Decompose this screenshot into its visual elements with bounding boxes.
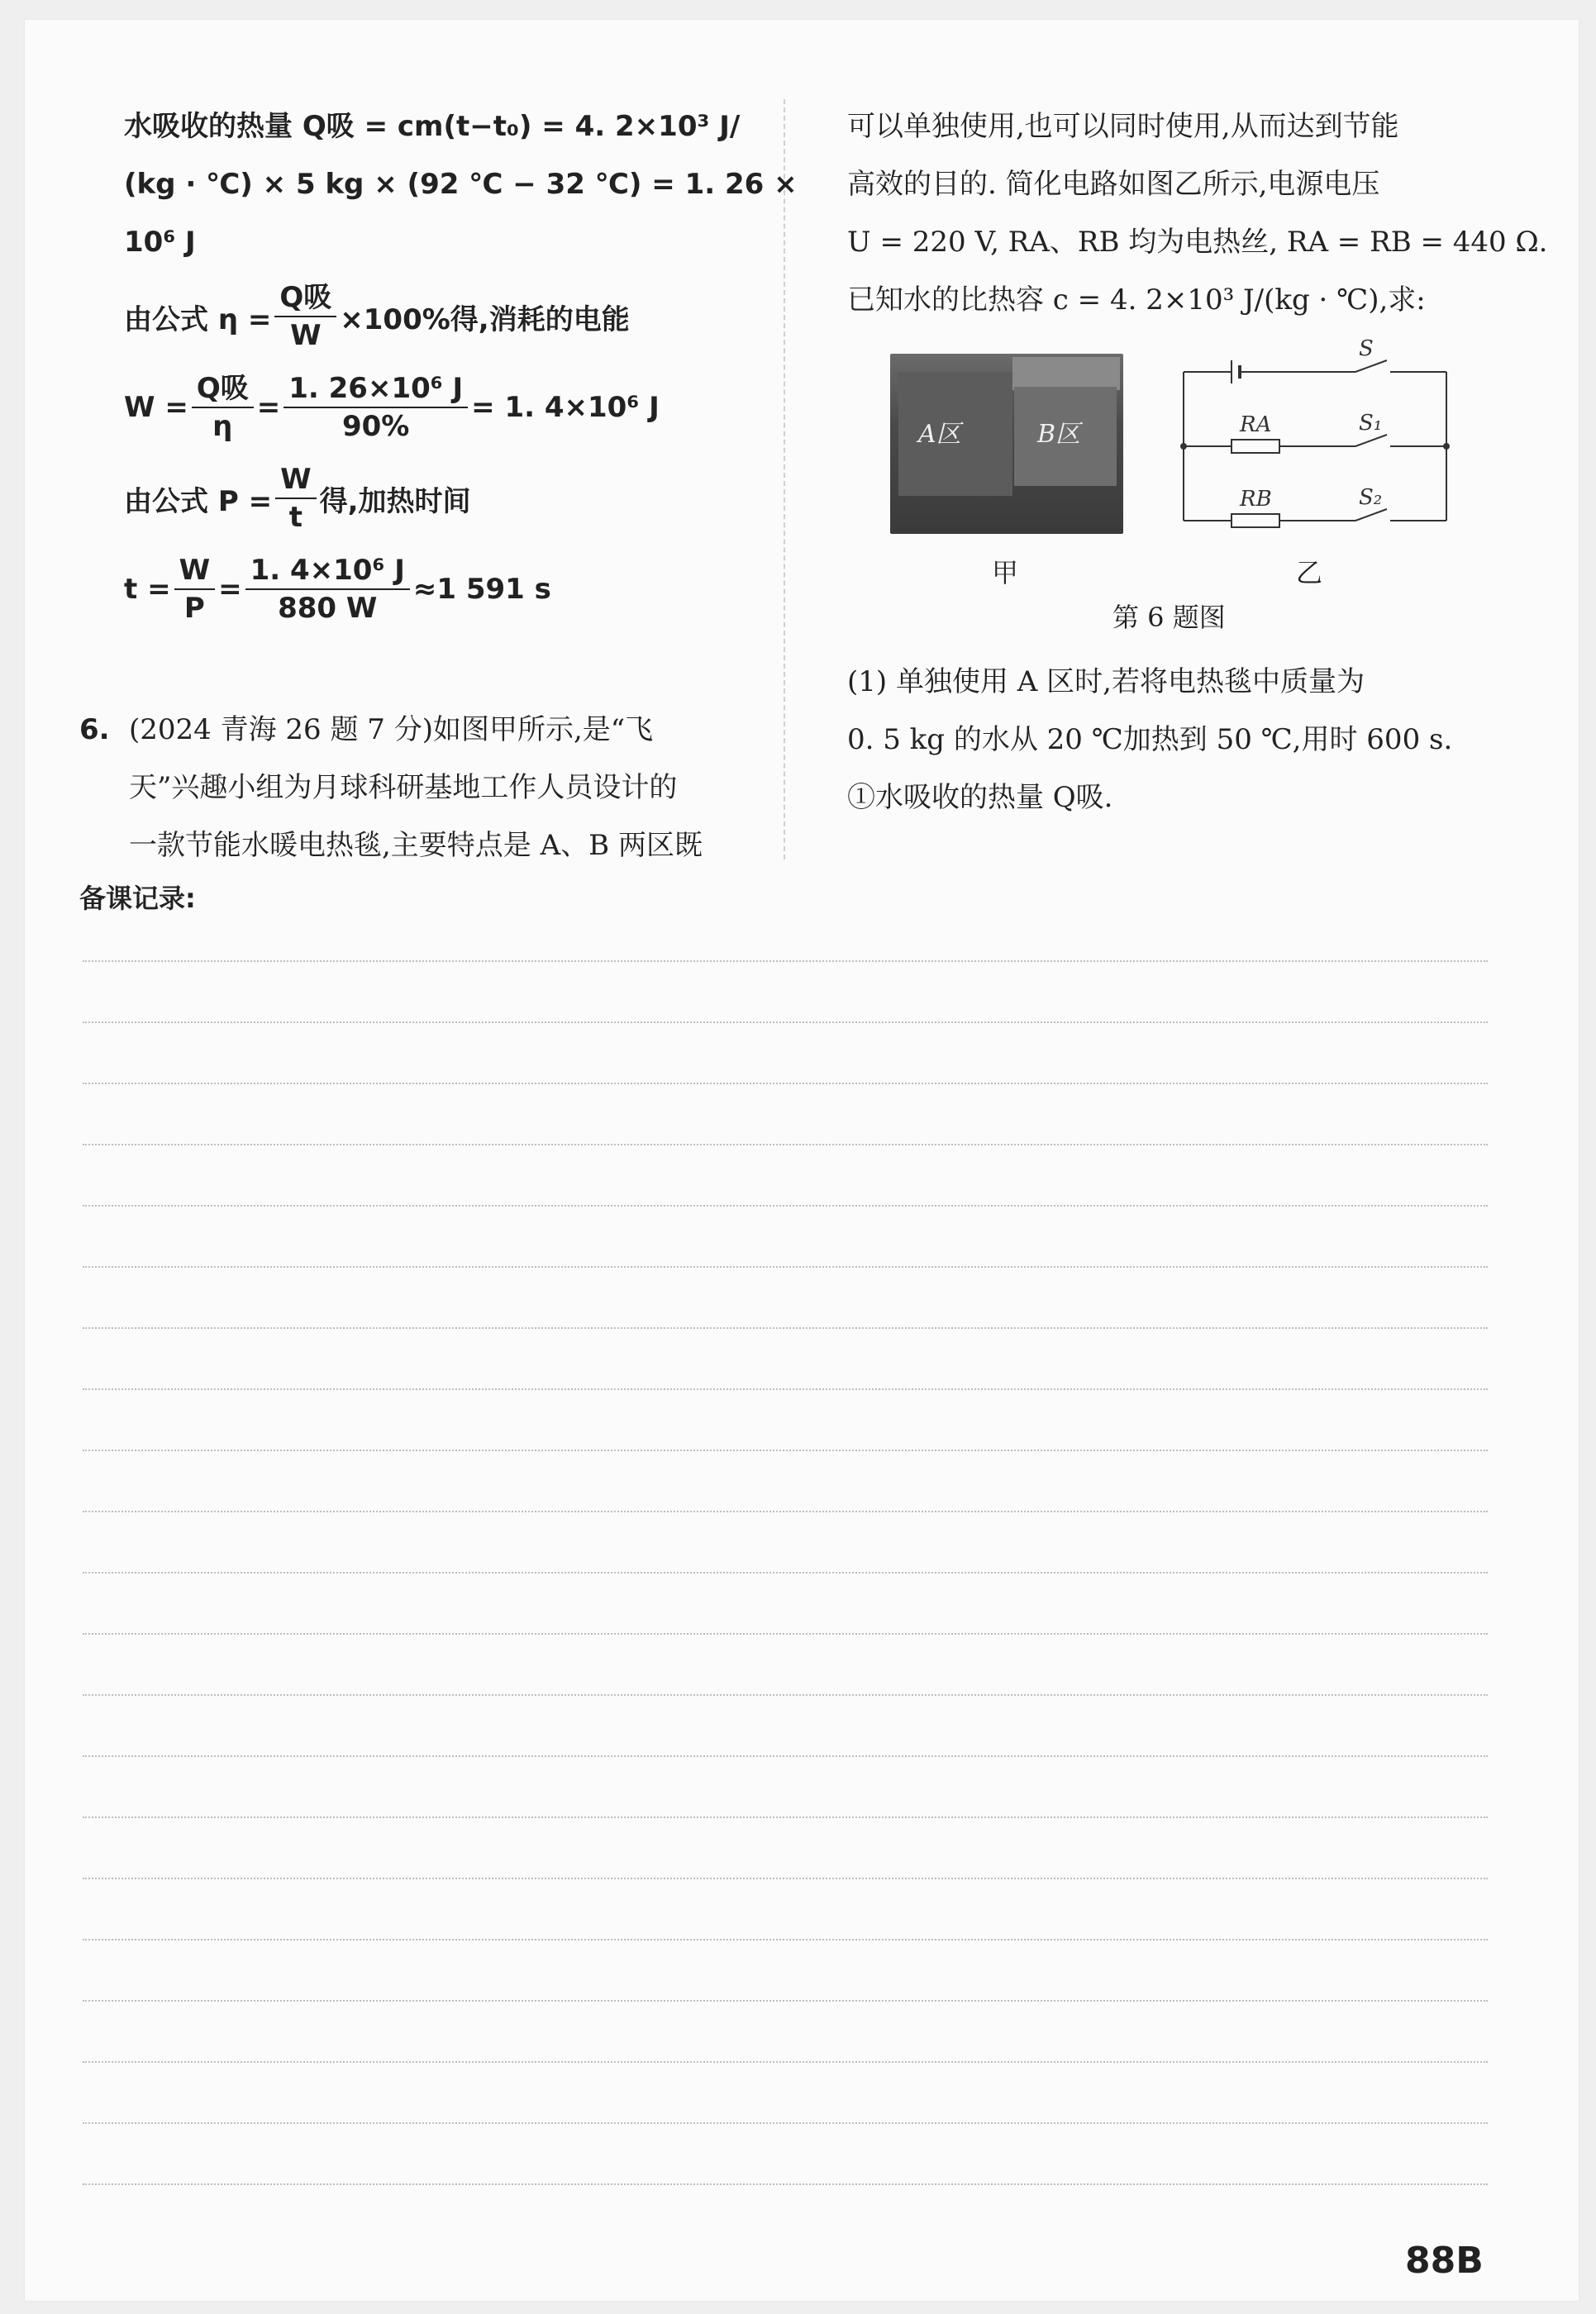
energy-denominator-2: 90% [341,410,410,443]
note-line [83,1694,1488,1696]
heating-blanket-photo [890,354,1123,534]
efficiency-prefix: 由公式 η = [124,302,272,336]
part-1-line-1: (1) 单独使用 A 区时,若将电热毯中质量为 [847,665,1365,698]
time-equals: = [218,573,242,606]
note-line [83,1083,1488,1084]
switch-s2-label: S₂ [1359,485,1383,510]
heat-line-2: (kg · ℃) × 5 kg × (92 ℃ − 32 ℃) = 1. 26 × [124,168,798,201]
resistor-rb [1232,514,1279,527]
energy-equals: = [256,391,281,424]
note-line [83,1450,1488,1451]
note-line [83,1144,1488,1145]
energy-denominator-1: η [212,410,233,443]
note-line [83,1511,1488,1512]
solution-block [124,98,798,635]
column-divider [784,99,785,859]
energy-fraction-2 [283,370,468,445]
efficiency-numerator: Q吸 [274,279,336,317]
switch-s1-blade [1355,435,1387,446]
pad-top-shape [1012,357,1120,390]
time-denominator-1: P [183,592,205,625]
photo-label-a: A区 [918,420,961,449]
question-6-line-6: U = 220 V, RA、RB 均为电热丝, RA = RB = 440 Ω. [847,226,1548,259]
time-prefix: t = [124,573,171,606]
note-line [83,960,1488,962]
part-1-line-3: ①水吸收的热量 Q吸. [847,781,1113,814]
question-number: 6. [79,713,110,746]
note-line [83,1266,1488,1268]
note-line [83,1327,1488,1329]
resistor-ra-label: RA [1240,412,1272,437]
energy-numerator-1: Q吸 [192,370,254,408]
efficiency-denominator: W [290,319,322,352]
figure-title: 第 6 题图 [1112,602,1226,633]
energy-prefix: W = [124,391,188,424]
question-6-left [79,701,774,874]
note-line [83,1021,1488,1023]
note-line [83,1388,1488,1390]
note-line [83,2183,1488,2185]
notes-title: 备课记录: [79,883,196,914]
energy-formula [124,362,777,453]
question-6-line-2: 天”兴趣小组为月球科研基地工作人员设计的 [129,771,678,804]
time-fraction-2 [245,552,410,626]
caption-yi: 乙 [1296,557,1323,588]
note-line [83,1755,1488,1757]
time-denominator-2: 880 W [278,592,378,625]
note-line [83,1816,1488,1818]
question-6-line-1 [79,701,774,759]
efficiency-formula [124,271,777,362]
switch-s2-blade [1355,509,1387,521]
switch-s1-label: S₁ [1359,411,1383,436]
time-numerator-1: W [174,552,216,590]
question-6-right [847,98,1548,329]
power-suffix: 得,加热时间 [319,484,471,518]
time-formula [124,544,777,635]
resistor-rb-label: RB [1240,487,1272,512]
power-numerator: W [275,461,317,499]
efficiency-fraction [274,279,336,354]
part-1 [847,653,1492,826]
heat-line-3: 10⁶ J [124,226,196,259]
page-number: 88B [1405,2240,1484,2282]
question-6-line-1-text: (2024 青海 26 题 7 分)如图甲所示,是“飞 [129,713,654,746]
note-line [83,2000,1488,2002]
resistor-ra [1232,440,1279,453]
switch-s-label: S [1359,339,1374,361]
energy-result: = 1. 4×10⁶ J [471,391,660,424]
time-numerator-2: 1. 4×10⁶ J [245,552,410,590]
note-line [83,1633,1488,1635]
question-6-line-5: 高效的目的. 简化电路如图乙所示,电源电压 [847,168,1380,201]
heat-line-1: 水吸收的热量 Q吸 = cm(t−t₀) = 4. 2×10³ J/ [124,110,741,143]
part-1-line-2: 0. 5 kg 的水从 20 ℃加热到 50 ℃,用时 600 s. [847,723,1453,756]
energy-fraction-1 [192,370,254,445]
note-line [83,1878,1488,1879]
power-fraction [275,461,317,536]
power-denominator: t [288,501,303,534]
switch-s-blade [1355,360,1387,372]
note-line [83,1939,1488,1940]
power-prefix: 由公式 P = [124,484,273,518]
question-6-line-4: 可以单独使用,也可以同时使用,从而达到节能 [847,110,1399,143]
efficiency-suffix: ×100%得,消耗的电能 [340,302,630,336]
caption-jia: 甲 [992,557,1019,588]
energy-numerator-2: 1. 26×10⁶ J [283,370,468,408]
junction-right [1443,443,1450,450]
circuit-diagram [1174,339,1455,537]
time-result: ≈1 591 s [412,573,551,606]
photo-label-b: B区 [1037,420,1081,449]
note-line [83,2122,1488,2124]
time-fraction-1 [174,552,216,626]
note-line [83,1205,1488,1207]
question-6-line-3: 一款节能水暖电热毯,主要特点是 A、B 两区既 [129,829,703,862]
power-formula [124,453,777,544]
question-6-line-7: 已知水的比热容 c = 4. 2×10³ J/(kg · ℃),求: [847,283,1426,317]
junction-left [1180,443,1187,450]
note-line [83,1572,1488,1574]
note-line [83,2061,1488,2063]
